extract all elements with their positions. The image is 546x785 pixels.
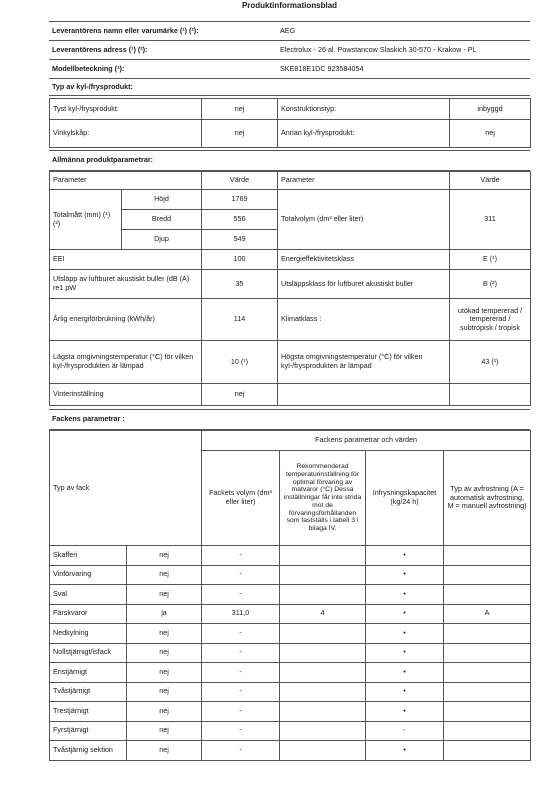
supplier-address-label: Leverantörens adress (¹) (²): (49, 41, 277, 60)
width-value: 556 (202, 210, 278, 230)
supplier-address-value: Electrolux - 26 al. Powstancow Slaskich 30-570 - Krakow - PL (277, 41, 530, 60)
compartment-temp (280, 682, 366, 702)
compartment-volume: - (202, 585, 280, 605)
compartment-temp (280, 624, 366, 644)
compartment-freeze: • (366, 604, 444, 624)
climate-label: Klimatklass : (278, 299, 450, 341)
compartments-heading-table (49, 409, 530, 430)
compartment-freeze: • (366, 624, 444, 644)
noise-class-value: B (²) (450, 270, 531, 299)
compartment-temp (280, 721, 366, 741)
compartment-name: Vinförvaring (50, 565, 127, 585)
compartment-volume: - (202, 682, 280, 702)
supplier-name-row (49, 22, 530, 41)
compartment-present: nej (127, 565, 202, 585)
compartment-freeze: - (366, 721, 444, 741)
supplier-address-row (49, 41, 530, 60)
compartment-row (50, 546, 531, 566)
compartment-freeze: • (366, 682, 444, 702)
compartment-temp: 4 (280, 604, 366, 624)
col-type: Typ av fack (50, 431, 202, 546)
construction-value: inbyggd (450, 99, 531, 120)
compartment-present: nej (127, 624, 202, 644)
compartment-defrost (444, 721, 531, 741)
compartment-row (50, 721, 531, 741)
compartment-volume: - (202, 721, 280, 741)
compartment-defrost: A (444, 604, 531, 624)
compartment-defrost (444, 663, 531, 683)
compartment-name: Nollstjärnigt/isfack (50, 643, 127, 663)
compartment-present: ja (127, 604, 202, 624)
compartment-defrost (444, 585, 531, 605)
compartment-freeze: • (366, 741, 444, 761)
noise-value: 35 (202, 270, 278, 299)
compartment-volume: - (202, 663, 280, 683)
compartment-present: nej (127, 682, 202, 702)
compartment-defrost (444, 546, 531, 566)
other-value: nej (450, 120, 531, 148)
min-temp-label: Lägsta omgivningstemperatur (°C) för vilken kyl-/frysprodukten är lämpad (50, 341, 202, 384)
model-value: SKE818E1DC 923584054 (277, 60, 530, 79)
compartment-name: Fyrstjärnigt (50, 721, 127, 741)
compartment-volume: - (202, 624, 280, 644)
winter-row (50, 384, 531, 406)
general-heading: Allmänna produktparametrar: (49, 151, 530, 171)
compartment-volume: - (202, 546, 280, 566)
depth-label: Djup (122, 230, 202, 250)
eei-label: EEI (50, 250, 202, 270)
compartment-present: nej (127, 663, 202, 683)
compartment-name: Enstjärnigt (50, 663, 127, 683)
compartment-name: Sval (50, 585, 127, 605)
compartment-row (50, 565, 531, 585)
compartment-volume: - (202, 565, 280, 585)
depth-value: 549 (202, 230, 278, 250)
compartment-present: nej (127, 546, 202, 566)
min-temp-value: 10 (¹) (202, 341, 278, 384)
compartment-volume: - (202, 643, 280, 663)
compartment-row (50, 604, 531, 624)
compartment-defrost (444, 624, 531, 644)
noise-class-label: Utsläppsklass för luftburet akustiskt buller (278, 270, 450, 299)
volume-label: Totalvolym (dm³ eller liter) (278, 190, 450, 250)
max-temp-label: Högsta omgivningstemperatur (°C) för vilken kyl-/frysprodukten är lämpad (278, 341, 450, 384)
winter-empty-1 (278, 384, 450, 406)
class-value: E (¹) (450, 250, 531, 270)
dims-label: Totalmått (mm) (¹) (²) (50, 190, 122, 250)
winter-label: Vinterinställning (50, 384, 202, 406)
col-temp: Rekommenderad temperaturinställning för optimal förvaring av matvaror (°C) Dessa inställningar får inte strida mot de förvaringsförhållanden som fastställs i tabell 3 i bilaga IV. (280, 451, 366, 546)
compartment-temp (280, 741, 366, 761)
compartment-present: nej (127, 702, 202, 722)
noise-row (50, 270, 531, 299)
eei-row (50, 250, 531, 270)
compartment-name: Tvåstjärnigt (50, 682, 127, 702)
type-section-heading-row (49, 79, 530, 96)
compartment-temp (280, 663, 366, 683)
supplier-name-label: Leverantörens namn eller varumärke (¹) (²): (49, 22, 277, 41)
supplier-table (49, 21, 530, 96)
energy-value: 114 (202, 299, 278, 341)
winter-empty-2 (450, 384, 531, 406)
compartment-row (50, 682, 531, 702)
general-header-row (50, 172, 531, 190)
compartment-freeze: • (366, 565, 444, 585)
model-label: Modellbeteckning (¹): (49, 60, 277, 79)
general-heading-table (49, 150, 530, 171)
col-param: Parameter (50, 172, 202, 190)
col-param-2: Parameter (278, 172, 450, 190)
compartment-present: nej (127, 741, 202, 761)
compartment-row (50, 741, 531, 761)
type-section-heading: Typ av kyl-/frysprodukt: (49, 79, 530, 96)
compartment-volume: - (202, 741, 280, 761)
model-row (49, 60, 530, 79)
compartment-temp (280, 546, 366, 566)
compartment-defrost (444, 565, 531, 585)
energy-row (50, 299, 531, 341)
height-label: Höjd (122, 190, 202, 210)
type-table (49, 98, 531, 148)
construction-label: Konstruktionstyp: (278, 99, 450, 120)
compartments-table (49, 430, 531, 761)
compartment-freeze: • (366, 702, 444, 722)
wine-value: nej (202, 120, 278, 148)
compartment-freeze: • (366, 663, 444, 683)
compartment-rows (50, 546, 531, 761)
group-header: Fackens parametrar och värden (202, 431, 531, 451)
compartment-present: nej (127, 643, 202, 663)
col-freeze: Infrysningskapacitet (kg/24 h) (366, 451, 444, 546)
quiet-value: nej (202, 99, 278, 120)
compartment-row (50, 624, 531, 644)
climate-value: utökad tempererad / tempererad / subtropisk / tropisk (450, 299, 531, 341)
compartment-name: Trestjärnigt (50, 702, 127, 722)
max-temp-value: 43 (¹) (450, 341, 531, 384)
wine-label: Vinkylskåp: (50, 120, 202, 148)
volume-value: 311 (450, 190, 531, 250)
temp-row (50, 341, 531, 384)
compartment-defrost (444, 643, 531, 663)
compartment-temp (280, 585, 366, 605)
compartment-freeze: • (366, 546, 444, 566)
col-volume: Fackets volym (dm³ eller liter) (202, 451, 280, 546)
class-label: Energieffektivitetsklass (278, 250, 450, 270)
compartment-row (50, 585, 531, 605)
height-row (50, 190, 531, 210)
compartment-name: Färskvaror (50, 604, 127, 624)
compartment-defrost (444, 682, 531, 702)
compartment-present: nej (127, 585, 202, 605)
sheet-title: Produktinformationsblad (241, 1, 338, 10)
compartment-row (50, 643, 531, 663)
type-row-1 (50, 99, 531, 120)
compartments-group-row (50, 431, 531, 451)
energy-label: Årlig energiförbrukning (kWh/år) (50, 299, 202, 341)
eei-value: 100 (202, 250, 278, 270)
general-table (49, 171, 531, 406)
quiet-label: Tyst kyl-/frysprodukt: (50, 99, 202, 120)
compartment-row (50, 663, 531, 683)
compartment-defrost (444, 741, 531, 761)
col-defrost: Typ av avfrostning (A = automatisk avfrostning, M = manuell avfrostning) (444, 451, 531, 546)
col-value: Värde (202, 172, 278, 190)
height-value: 1769 (202, 190, 278, 210)
compartment-volume: 311,0 (202, 604, 280, 624)
compartment-defrost (444, 702, 531, 722)
compartment-volume: - (202, 702, 280, 722)
compartments-heading: Fackens parametrar : (49, 410, 530, 430)
compartment-row (50, 702, 531, 722)
compartment-name: Nedkylning (50, 624, 127, 644)
compartment-temp (280, 565, 366, 585)
noise-label: Utsläpp av luftburet akustiskt buller (dB (A) re1 pW (50, 270, 202, 299)
compartment-present: nej (127, 721, 202, 741)
compartment-name: Skafferi (50, 546, 127, 566)
compartment-freeze: • (366, 643, 444, 663)
type-row-2 (50, 120, 531, 148)
compartment-freeze: • (366, 585, 444, 605)
compartment-temp (280, 643, 366, 663)
col-value-2: Värde (450, 172, 531, 190)
other-label: Annan kyl-/frysprodukt: (278, 120, 450, 148)
winter-value: nej (202, 384, 278, 406)
supplier-name-value: AEG (277, 22, 530, 41)
compartment-name: Tvåstjärnig sektion (50, 741, 127, 761)
compartment-temp (280, 702, 366, 722)
width-label: Bredd (122, 210, 202, 230)
